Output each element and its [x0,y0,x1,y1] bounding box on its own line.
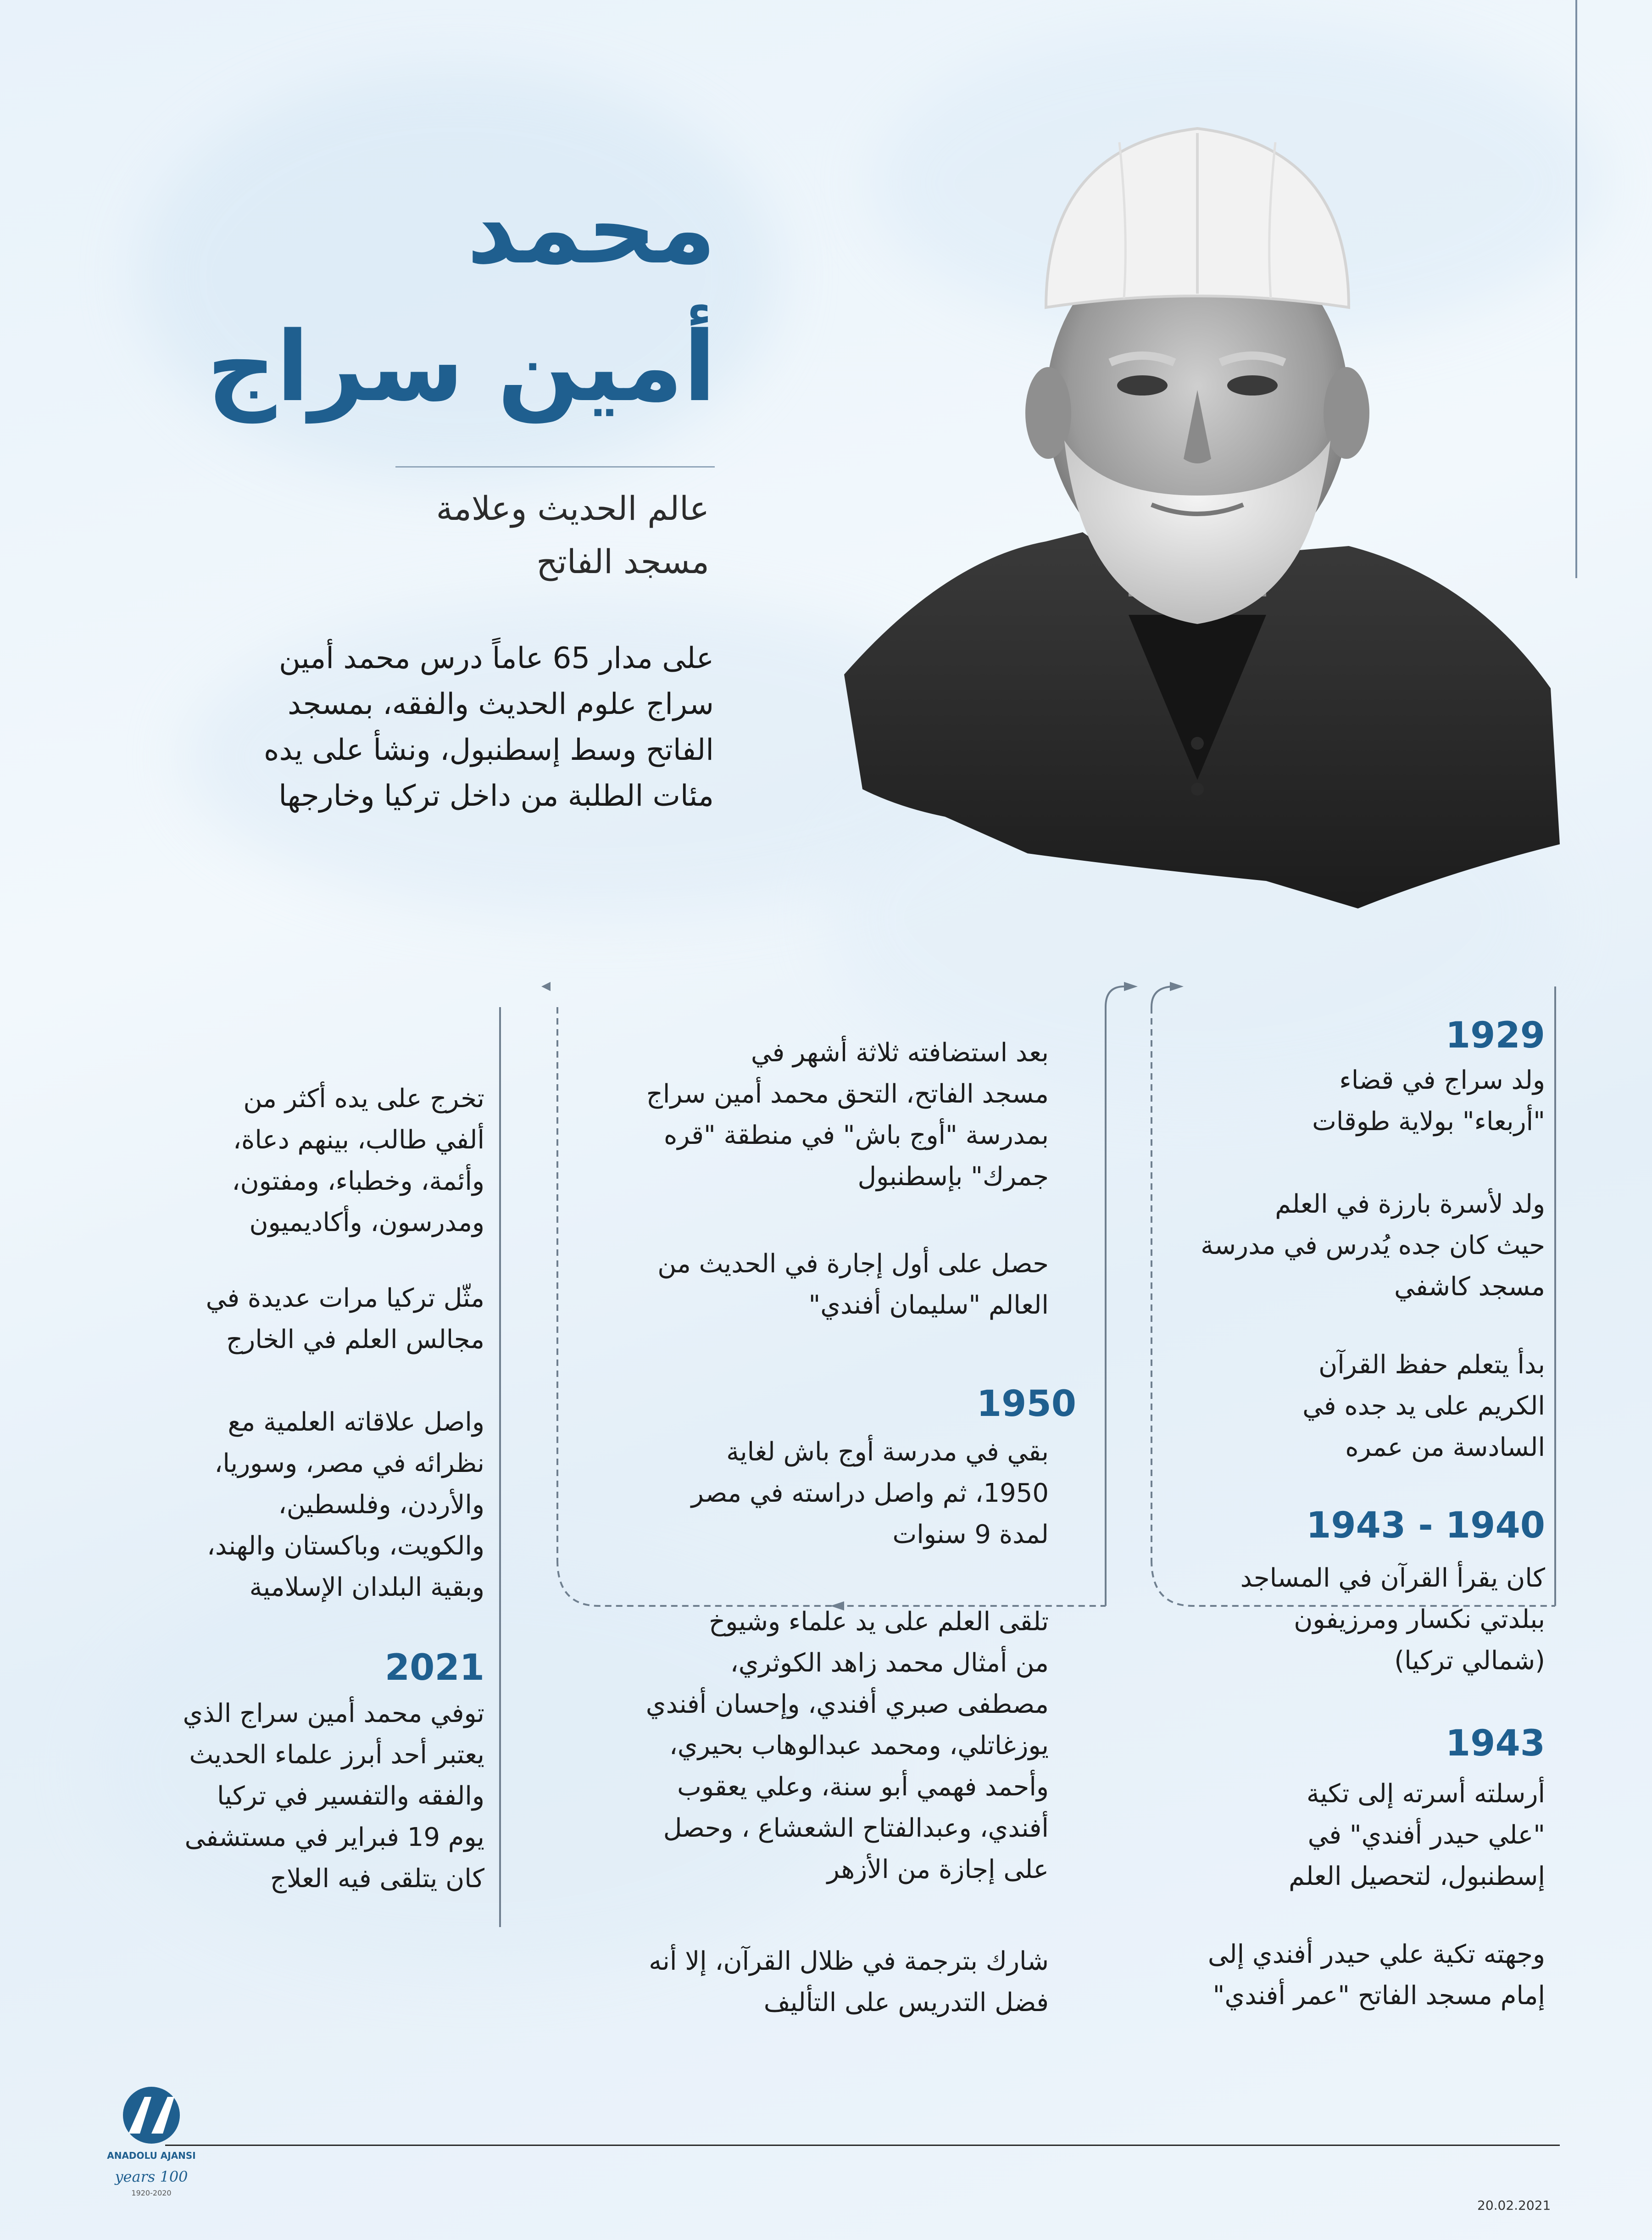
title-line2: أمين سراج [206,311,716,423]
timeline-item: شارك بترجمة في ظلال القرآن، إلا أنه فضل التدريس على التأليف [649,1946,1049,2017]
year-2021: 2021 [384,1647,484,1688]
intro-line: الفاتح وسط إسطنبول، ونشأ على يده [264,733,714,767]
logo-years: 100 years [115,2168,188,2185]
timeline-item: بدأ يتعلم حفظ القرآن الكريم على يد جده في السادسة من عمره [1302,1350,1545,1462]
timeline-item: وجهته تكية علي حيدر أفندي إلى إمام مسجد الفاتح "عمر أفندي" [1207,1939,1545,2011]
intro-line: سراج علوم الحديث والفقه، بمسجد [287,687,714,721]
year-1940-1943: 1943 - 1940 [1306,1505,1545,1546]
footer-rule [165,2145,1560,2146]
timeline-item: مثّل تركيا مرات عديدة في مجالس العلم في الخارج [206,1283,484,1354]
timeline-item: بعد استضافته ثلاثة أشهر في مسجد الفاتح، التحق محمد أمين سراج بمدرسة "أوج باش" في منطقة "قره جمرك" بإسطنبول [646,1038,1049,1192]
year-1929: 1929 [1445,1015,1545,1056]
timeline-item: تخرج على يده أكثر من ألفي طالب، بينهم دعاة، وأئمة، وخطباء، ومفتون، ومدرسون، وأكاديميون [232,1084,484,1237]
timeline-item: توفي محمد أمين سراج الذي يعتبر أحد أبرز علماء الحديث والفقه والتفسير في تركيا يوم 19 فبراير في مستشفى كان يتلقى فيه العلاج [183,1699,484,1894]
subtitle-line1: عالم الحديث وعلامة [436,489,709,528]
timeline-item: ولد سراج في قضاء "أربعاء" بولاية طوقات [1312,1065,1545,1137]
year-1943: 1943 [1445,1723,1545,1764]
timeline-item: أرسلته أسرته إلى تكية "علي حيدر أفندي" في إسطنبول، لتحصيل العلم [1289,1779,1545,1891]
anadolu-agency-logo [96,2083,206,2202]
timeline-item: تلقى العلم على يد علماء وشيوخ من أمثال محمد زاهد الكوثري، مصطفى صبري أفندي، وإحسان أفندي يوزغاتلي، ومحمد عبدالوهاب بحيري، وأحمد فهمي أبو سنة، وعلي يعقوب أفندي، وعبدالفتاح الشعشاع ، وحصل على إجازة من الأزهر [645,1607,1049,1884]
publish-date: 20.02.2021 [1477,2198,1551,2213]
year-1950: 1950 [976,1383,1076,1425]
timeline-item: حصل على أول إجارة في الحديث من العالم "سليمان أفندي" [657,1249,1049,1320]
timeline-item: واصل علاقاته العلمية مع نظرائه في مصر، وسوريا، والأردن، وفلسطين، والكويت، وباكستان والهند، وبقية البلدان الإسلامية [206,1407,484,1602]
timeline-item: بقي في مدرسة أوج باش لغاية 1950، ثم واصل دراسته في مصر لمدة 9 سنوات [691,1437,1049,1549]
title-line1: محمد [467,173,716,285]
timeline-item: كان يقرأ القرآن في المساجد ببلدتي نكسار ومرزيفون (شمالي تركيا) [1240,1563,1545,1676]
intro-line: على مدار 65 عاماً درس محمد أمين [278,641,714,675]
subtitle-line2: مسجد الفاتح [536,542,709,581]
logo-text: ANADOLU AJANSI [107,2150,196,2161]
logo-span: 1920-2020 [131,2189,172,2197]
intro-line: مئات الطلبة من داخل تركيا وخارجها [278,779,714,813]
timeline-item: ولد لأسرة بارزة في العلم حيث كان جده يُدرس في مدرسة مسجد كاشفي [1201,1189,1545,1302]
